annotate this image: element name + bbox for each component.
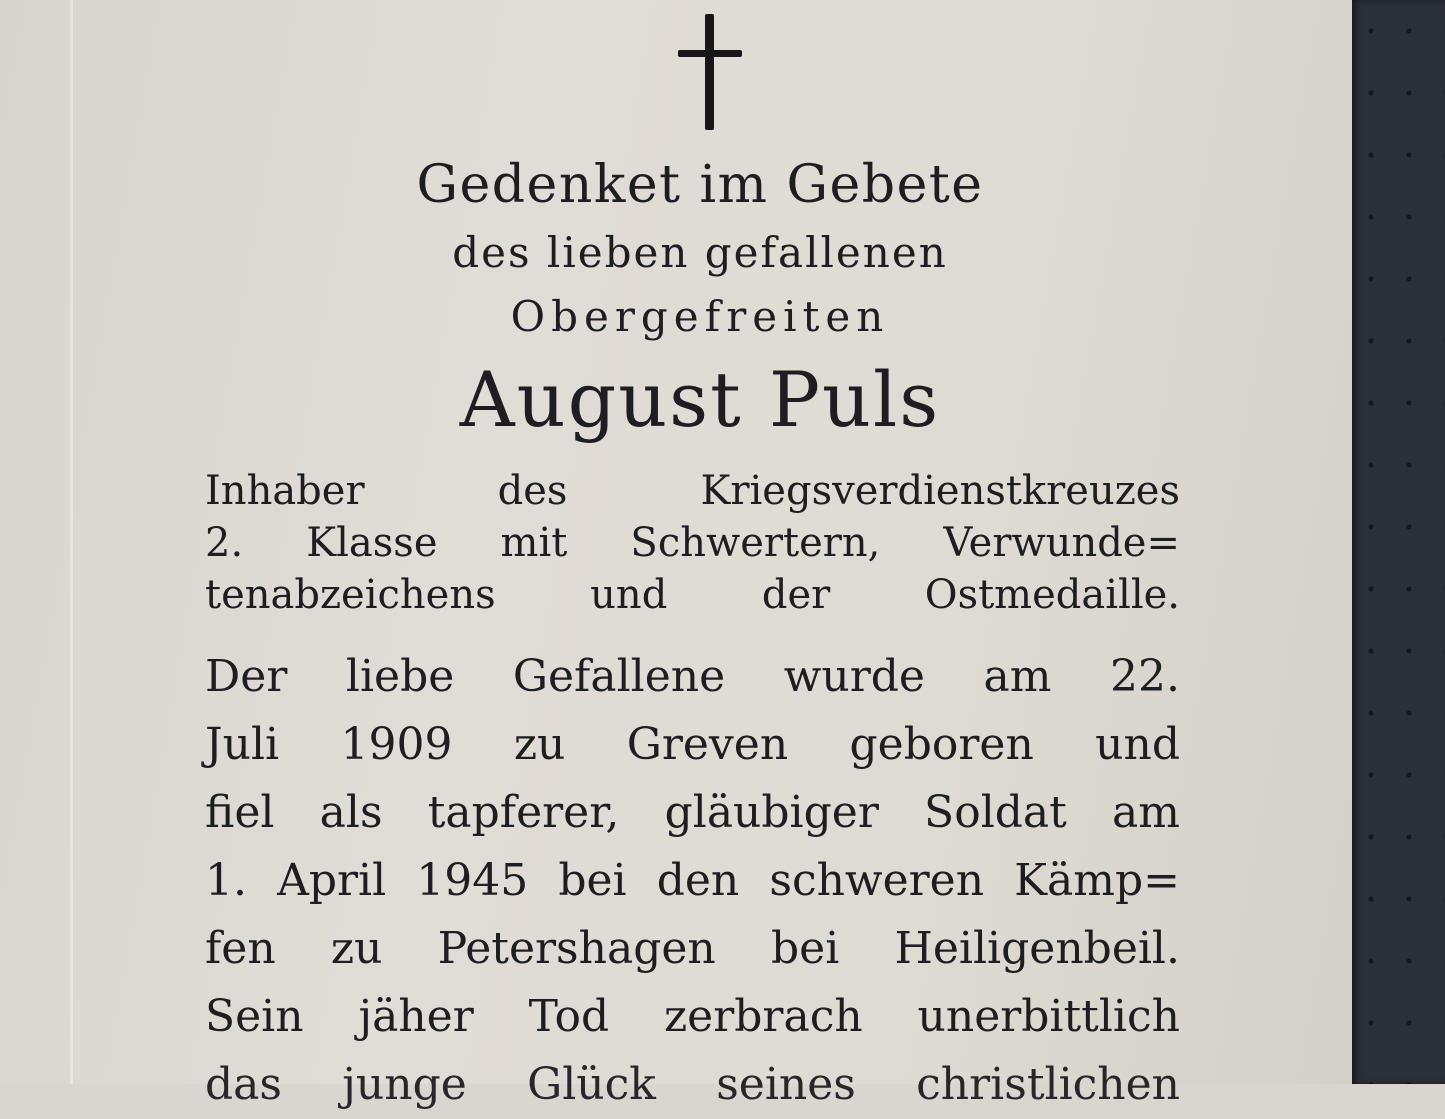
biography-line: das junge Glück seines christlichen xyxy=(205,1059,1180,1110)
heading: Gedenket im Gebete xyxy=(416,155,984,215)
dark-fabric-background xyxy=(1352,0,1445,1084)
biography-line: fen zu Petershagen bei Heiligenbeil. xyxy=(205,923,1180,974)
biography-line: Sein jäher Tod zerbrach unerbittlich xyxy=(205,991,1180,1042)
rank: Obergefreiten xyxy=(510,292,890,341)
cross-icon xyxy=(678,14,742,130)
biography-line: 1. April 1945 bei den schweren Kämp= xyxy=(205,855,1180,906)
biography-line: fiel als tapferer, gläubiger Soldat am xyxy=(205,787,1180,838)
biography-line: Der liebe Gefallene wurde am 22. xyxy=(205,651,1180,702)
decoration-line: Inhaber des Kriegsverdienstkreuzes xyxy=(205,468,1180,514)
decoration-line: 2. Klasse mit Schwertern, Verwunde= xyxy=(205,520,1180,566)
decoration-line: tenabzeichens und der Ostmedaille. xyxy=(205,572,1180,618)
subheading: des lieben gefallenen xyxy=(452,228,948,277)
deceased-name: August Puls xyxy=(459,355,941,444)
biography-line: Juli 1909 zu Greven geboren und xyxy=(205,719,1180,770)
